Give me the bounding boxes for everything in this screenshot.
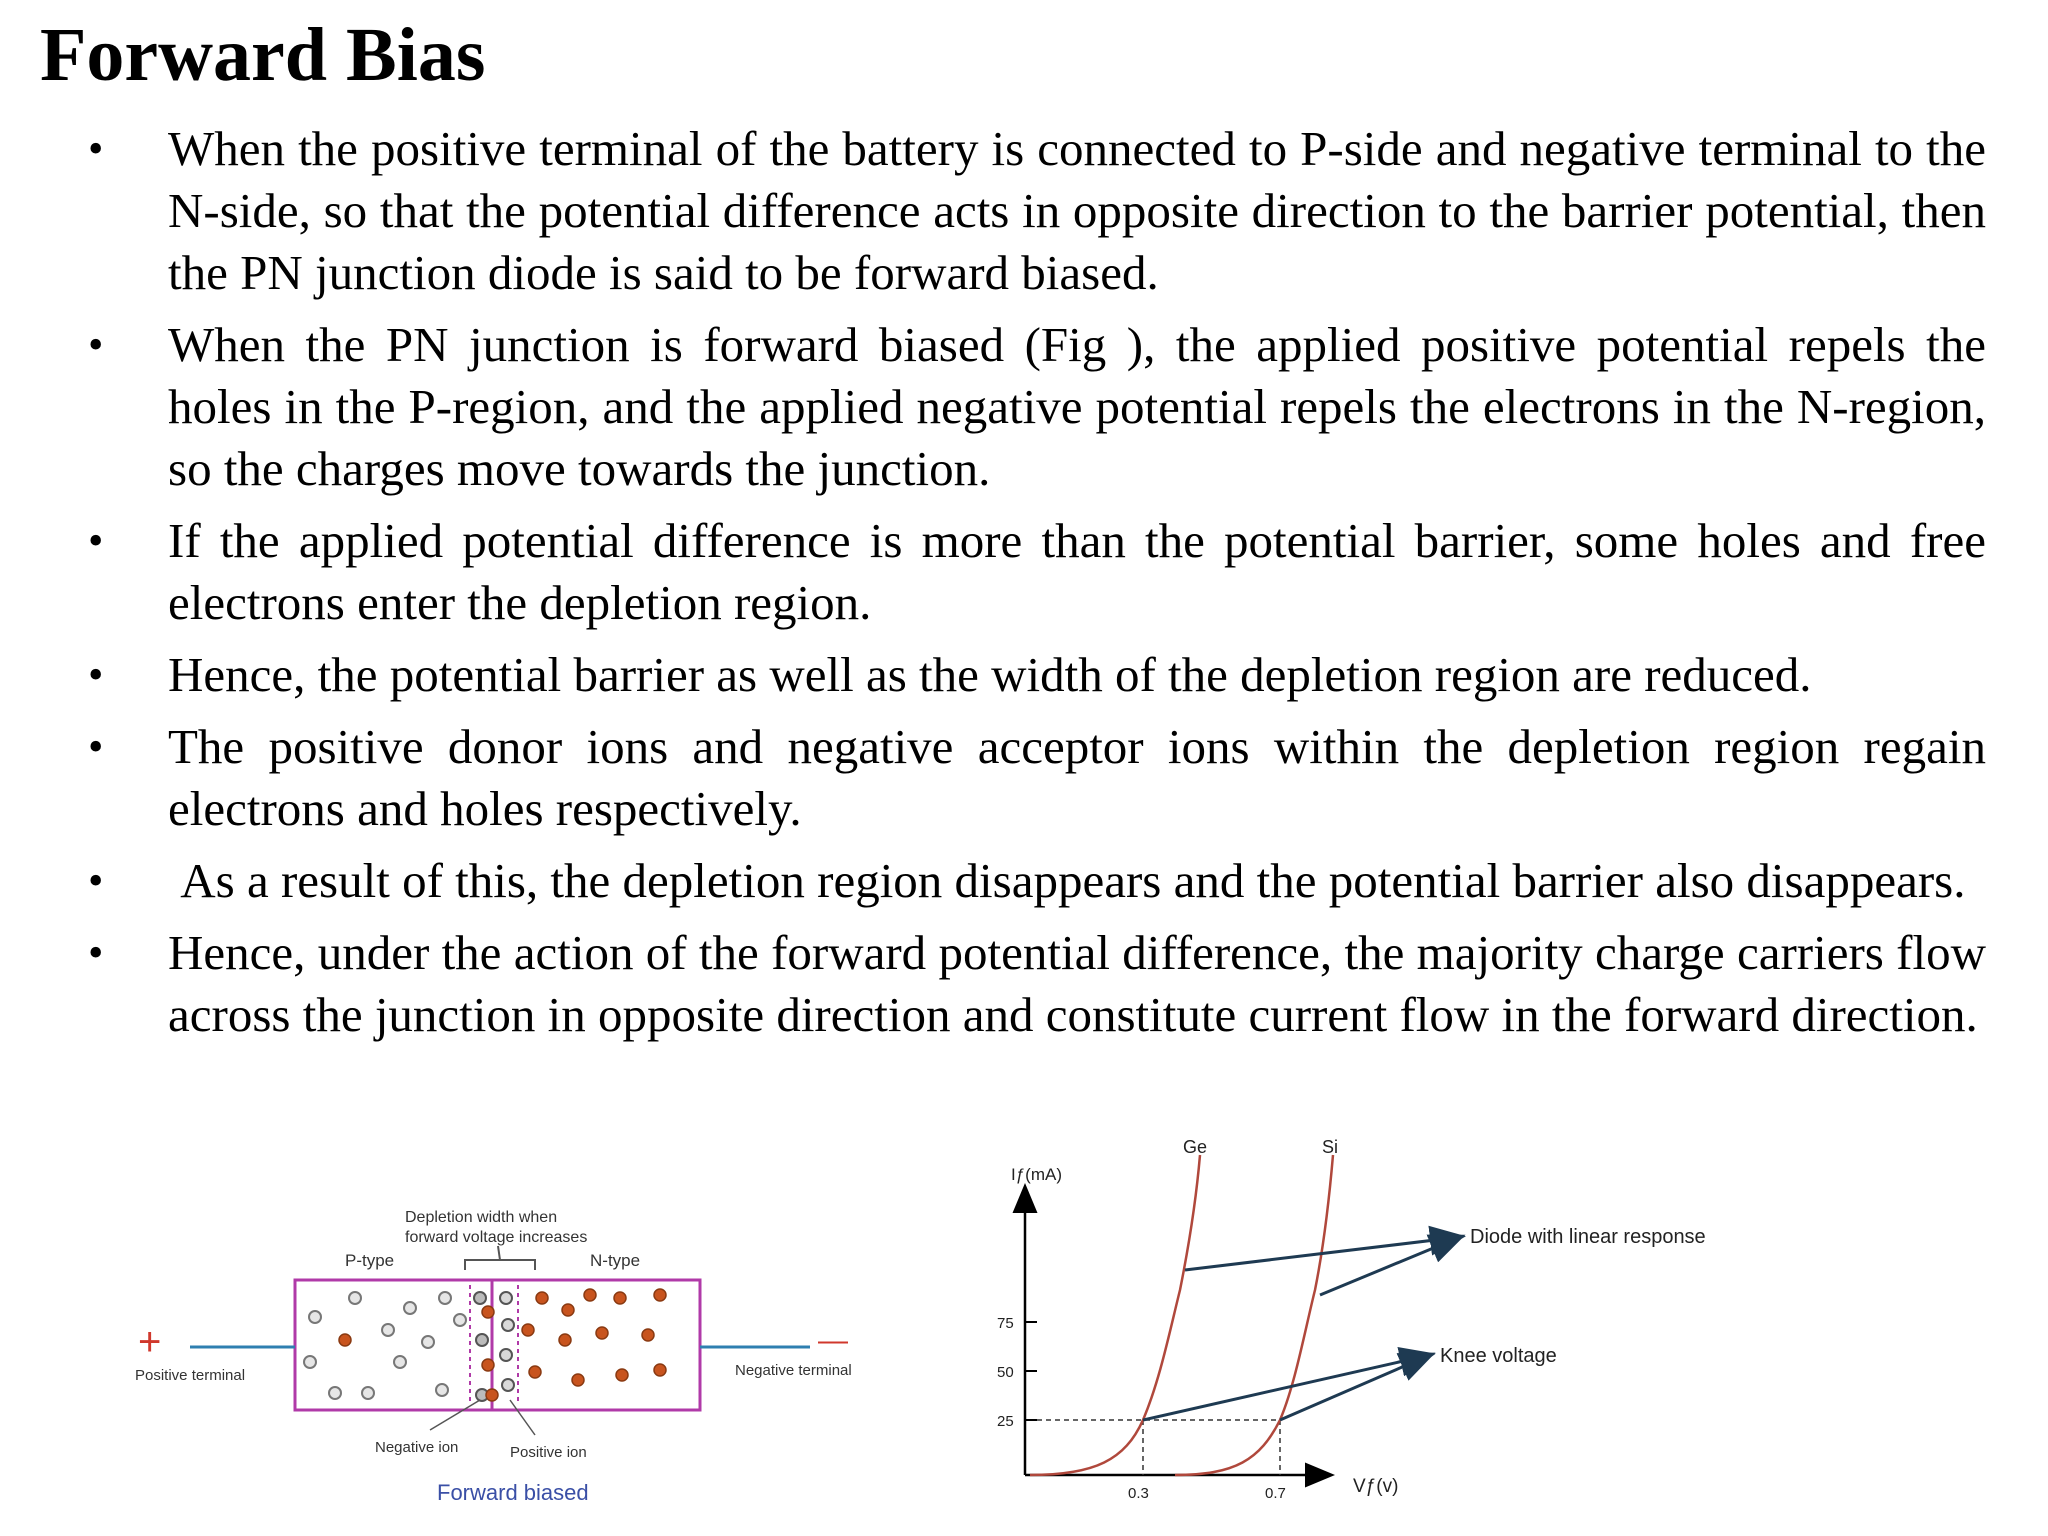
hole [439,1292,451,1304]
depletion-bracket [465,1260,535,1270]
bullet-list [88,118,1986,1056]
electron [642,1329,654,1341]
si-label: Si [1322,1137,1339,1157]
electron [584,1289,596,1301]
bullet-item [88,314,1986,500]
x-tick-label: 0.3 [1128,1485,1149,1502]
electron [616,1369,628,1381]
ge-label: Ge [1183,1137,1208,1157]
hole [436,1384,448,1396]
negative-ion-pointer [430,1400,480,1430]
hole [362,1387,374,1399]
negative-ion [476,1334,488,1346]
bullet-icon: • [88,124,104,173]
electron [562,1304,574,1316]
bullet-icon: • [88,516,104,565]
negative-ion [474,1292,486,1304]
electron [572,1374,584,1386]
positive-ion [500,1349,512,1361]
bullet-item [88,716,1986,840]
y-tick-label: 75 [997,1315,1014,1332]
bullet-icon: • [88,722,104,771]
knee-voltage-arrow [1143,1355,1430,1420]
hole [309,1311,321,1323]
bullet-item [88,922,1986,1046]
bullet-item [88,644,1986,706]
bullet-text: When the PN junction is forward biased (Fig ), the applied positive potential repels the holes in the P-region, and the applied negative potential repels the electrons in the N-region, so the charges move towards the junction. [168,317,1986,496]
knee-voltage-arrow [1280,1355,1430,1420]
electron [339,1334,351,1346]
electron [614,1292,626,1304]
hole [454,1314,466,1326]
electron [559,1334,571,1346]
bullet-icon: • [88,928,104,977]
x-axis-label: Vƒ(v) [1353,1476,1399,1497]
hole [349,1292,361,1304]
si-curve [1175,1155,1333,1475]
bullet-text: The positive donor ions and negative acceptor ions within the depletion region regain electrons and holes respectively. [168,719,1986,836]
hole [404,1302,416,1314]
positive-ion [502,1379,514,1391]
plus-icon: + [138,1320,162,1364]
pn-junction-diagram [130,1190,890,1520]
positive-terminal-label: Positive terminal [135,1367,246,1384]
bullet-text: If the applied potential difference is more than the potential barrier, some holes and free electrons enter the depletion region. [168,513,1986,630]
bullet-text: Hence, the potential barrier as well as the width of the depletion region are reduced. [168,647,1812,702]
bullet-item [88,510,1986,634]
hole [394,1356,406,1368]
bullet-text: When the positive terminal of the battery is connected to P-side and negative terminal to the N-side, so that the potential difference acts in opposite direction to the barrier potential, then the PN junction diode is said to be forward biased. [168,121,1986,300]
positive-ion-pointer [510,1400,535,1435]
y-tick-label: 50 [997,1364,1014,1381]
positive-ion-label: Positive ion [510,1444,587,1461]
positive-ion [502,1319,514,1331]
p-type-label: P-type [345,1251,395,1270]
figure-caption: Forward biased [437,1480,589,1505]
electron [482,1359,494,1371]
bullet-icon: • [88,856,104,905]
electron [596,1327,608,1339]
depletion-label-1: Depletion width when [405,1209,558,1226]
negative-terminal-label: Negative terminal [735,1362,852,1379]
hole [382,1324,394,1336]
electron [486,1389,498,1401]
ge-curve [1030,1155,1200,1475]
hole [329,1387,341,1399]
depletion-pointer [498,1246,500,1260]
electron [654,1289,666,1301]
bullet-text: Hence, under the action of the forward potential difference, the majority charge carriers flow across the junction in opposite direction and constitute current flow in the forward direction. [168,925,1986,1042]
bullet-icon: • [88,320,104,369]
bullet-item [88,118,1986,304]
iv-characteristic-graph [975,1130,1875,1530]
bullet-item [88,850,1986,912]
electron [482,1306,494,1318]
minus-icon: — [818,1324,848,1357]
depletion-label-2: forward voltage increases [405,1229,588,1246]
electron [536,1292,548,1304]
electron [529,1366,541,1378]
y-axis-label: Iƒ(mA) [1011,1165,1062,1184]
n-type-label: N-type [590,1251,641,1270]
negative-ion-label: Negative ion [375,1439,459,1456]
linear-response-label: Diode with linear response [1470,1226,1706,1248]
knee-voltage-label: Knee voltage [1440,1345,1557,1367]
bullet-icon: • [88,650,104,699]
slide-title: Forward Bias [40,13,486,97]
electron [654,1364,666,1376]
electron [522,1324,534,1336]
y-tick-label: 25 [997,1413,1014,1430]
hole [304,1356,316,1368]
hole [422,1336,434,1348]
bullet-text: As a result of this, the depletion region disappears and the potential barrier also disappears. [168,853,1966,908]
positive-ion [500,1292,512,1304]
x-tick-label: 0.7 [1265,1485,1286,1502]
